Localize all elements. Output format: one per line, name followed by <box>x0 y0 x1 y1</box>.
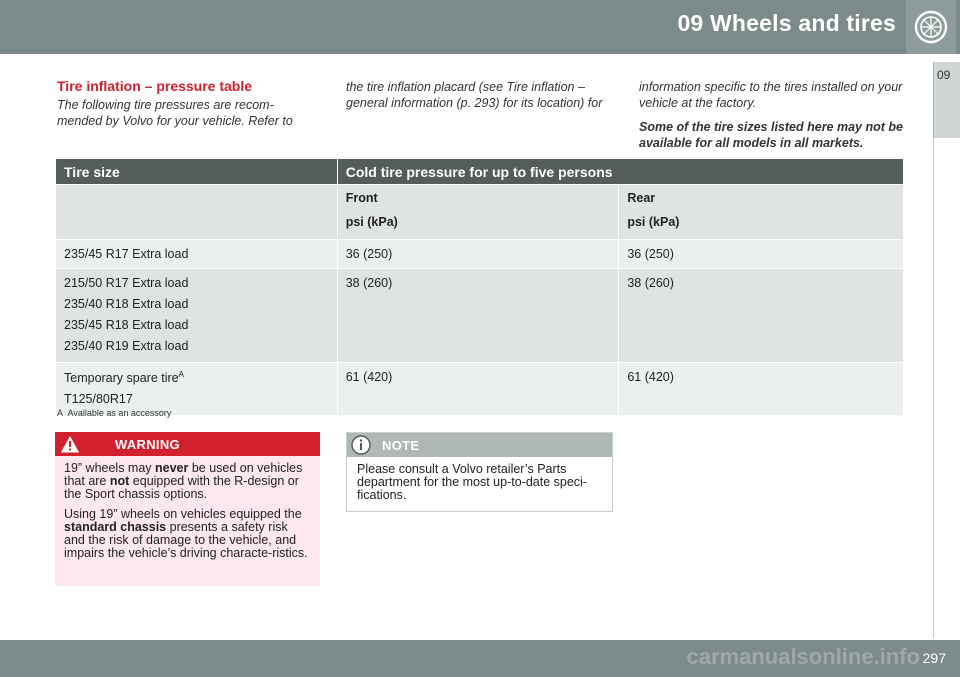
rear-label: Rear <box>627 191 656 205</box>
intro-column-2 <box>346 79 611 111</box>
front-pressure: 38 (260) <box>345 276 393 290</box>
front-pressure: 36 (250) <box>345 247 393 261</box>
rear-pressure-cell <box>619 240 904 269</box>
warning-paragraph-2: Using 19” wheels on vehicles equipped the standard chassis presents a safety risk and the risk of damage to the vehicle, and impairs the vehicle’s driving characte-ristics. <box>64 507 308 560</box>
tire-size: 215/50 R17 Extra load <box>64 276 189 290</box>
note-header <box>347 433 612 457</box>
watermark: carmanualsonline.info <box>686 644 920 669</box>
tire-size: T125/80R17 <box>64 392 133 407</box>
intro-text-2: the tire inflation placard (see Tire inflation – general information (p. 293) for its location) for <box>346 80 603 110</box>
rear-pressure: 36 (250) <box>627 247 674 261</box>
chapter-side-tab-label: 09 <box>937 68 951 82</box>
front-unit: psi (kPa) <box>345 215 398 229</box>
tire-size: 235/45 R17 Extra load <box>64 247 189 261</box>
tire-size-cell <box>56 269 338 363</box>
availability-note: Some of the tire sizes listed here may not be available for all models in all markets. <box>639 120 903 150</box>
rear-pressure-cell <box>619 363 904 416</box>
front-pressure-cell <box>337 363 619 416</box>
tire-pressure-table <box>55 158 904 416</box>
tire-icon <box>914 10 948 44</box>
warning-box <box>55 432 320 586</box>
warning-triangle-icon <box>59 434 81 454</box>
tire-size: 235/40 R18 Extra load <box>64 297 189 311</box>
tire-size-cell <box>56 240 338 269</box>
section-title: Tire inflation – pressure table <box>57 78 253 94</box>
header-tire-size: Tire size <box>56 159 338 185</box>
front-header <box>337 185 619 240</box>
rear-pressure-cell <box>619 269 904 363</box>
warning-header <box>55 432 320 456</box>
note-body: Please consult a Volvo retailer’s Parts department for the most up-to-date speci-fications. <box>357 462 587 502</box>
intro-text-1: The following tire pressures are recom-mended by Volvo for your vehicle. Refer to <box>57 98 293 128</box>
front-label: Front <box>345 191 378 205</box>
table-row <box>56 240 904 269</box>
page-header <box>0 0 960 54</box>
note-label: NOTE <box>382 438 420 453</box>
info-icon <box>350 434 372 456</box>
tire-size: Temporary spare tire <box>64 371 179 386</box>
header-cold-pressure: Cold tire pressure for up to five persons <box>337 159 903 185</box>
footnote-text: Available as an accessory <box>67 408 172 418</box>
table-row <box>56 363 904 416</box>
rear-pressure: 61 (420) <box>627 370 674 384</box>
front-pressure: 61 (420) <box>345 370 393 384</box>
intro-text-3: information specific to the tires installed on your vehicle at the factory. <box>639 80 903 110</box>
warning-label: WARNING <box>115 437 180 452</box>
chapter-title: 09 Wheels and tires <box>677 10 896 36</box>
footnote <box>57 408 171 418</box>
tire-size: 235/40 R19 Extra load <box>64 339 189 353</box>
chapter-icon-box <box>906 0 956 54</box>
table-row <box>56 269 904 363</box>
side-divider <box>933 138 934 638</box>
table-subheader-row <box>56 185 904 240</box>
front-pressure-cell <box>337 269 619 363</box>
table-cell <box>56 185 338 240</box>
note-box <box>346 432 613 512</box>
footnote-marker: A <box>178 370 184 379</box>
warning-body <box>55 456 320 560</box>
footnote-marker: A <box>57 408 64 418</box>
page-number: 297 <box>922 650 946 666</box>
intro-column-3 <box>639 79 904 151</box>
tire-size: 235/45 R18 Extra load <box>64 318 189 332</box>
warning-paragraph-1: 19” wheels may never be used on vehicles that are not equipped with the R-design or the Sport chassis options. <box>64 461 303 501</box>
front-pressure-cell <box>337 240 619 269</box>
rear-header <box>619 185 904 240</box>
rear-pressure: 38 (260) <box>627 276 674 290</box>
rear-unit: psi (kPa) <box>627 215 680 229</box>
intro-column-1 <box>57 78 307 129</box>
